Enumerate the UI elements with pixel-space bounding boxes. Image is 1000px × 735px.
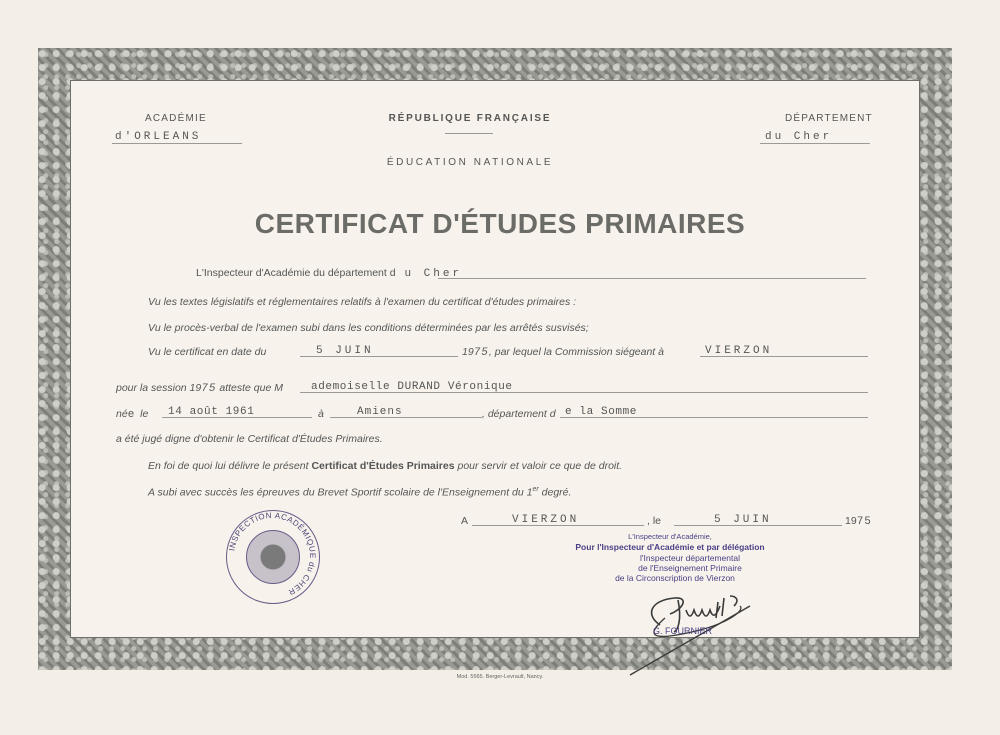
republique-underline	[445, 133, 493, 134]
vu-year-value: 75	[473, 347, 489, 359]
signature-place: VIERZON	[512, 514, 580, 526]
nee-suffix: e	[127, 409, 135, 421]
inspecteur-label: L'Inspecteur d'Académie du département d	[196, 267, 396, 279]
inspecteur-line	[196, 267, 462, 280]
vu-commission: , par lequel la Commission siégeant à	[488, 346, 664, 358]
a-label: A	[461, 515, 469, 527]
stamp-line-5: de la Circonscription de Vierzon	[615, 573, 735, 583]
stamp-line-1: L'Inspecteur d'Académie,	[628, 532, 712, 541]
nee-prefix: né	[116, 408, 128, 420]
vu-year-prefix: 19	[462, 346, 474, 358]
brevet-text: A subi avec succès les épreuves du Brevet Sportif scolaire de l'Enseignement du 1	[148, 486, 533, 499]
signatory-name: G. FOURNIER	[653, 626, 713, 636]
en-foi-bold: Certificat d'Études Primaires	[311, 460, 455, 472]
birth-date-underline	[162, 417, 312, 418]
en-foi-line	[148, 460, 622, 472]
signature-date: 5 JUIN	[714, 514, 772, 526]
departement-value: du Cher	[765, 131, 833, 143]
seal-text	[222, 506, 322, 606]
session-year: 75	[201, 383, 217, 395]
stamp-line-3: l'Inspecteur départemental	[640, 553, 740, 563]
vu-certificat-date: 5 JUIN	[316, 345, 374, 357]
nee-le: le	[140, 408, 149, 420]
signature-date-underline	[674, 525, 842, 526]
vu-date-underline	[300, 356, 458, 357]
candidate-name: ademoiselle DURAND Véronique	[311, 381, 513, 393]
vu-place: VIERZON	[705, 345, 773, 357]
vu-place-underline	[700, 356, 868, 357]
signature-year-prefix: 19	[845, 515, 857, 527]
departement-line	[760, 143, 870, 144]
signature-place-underline	[472, 525, 644, 526]
signature-year-value: 75	[856, 516, 872, 528]
en-foi-c: pour servir et valoir ce que de droit.	[454, 460, 623, 472]
name-underline	[300, 392, 868, 393]
stamp-line-4: de l'Enseignement Primaire	[638, 563, 742, 573]
brevet-line	[148, 486, 571, 499]
juge-digne: a été jugé digne d'obtenir le Certificat d'Études Primaires.	[116, 433, 383, 445]
signature-year	[845, 515, 872, 528]
departement-label: DÉPARTEMENT	[785, 113, 873, 124]
inspecteur-underline	[438, 278, 866, 279]
vu-certificat-label: Vu le certificat en date du	[148, 346, 267, 358]
birth-date: 14 août 1961	[168, 406, 255, 418]
education-nationale: ÉDUCATION NATIONALE	[386, 157, 554, 168]
vu-proces-verbal: Vu le procès-verbal de l'examen subi dans les conditions déterminées par les arrêtés susvisés;	[148, 322, 589, 334]
academie-line	[112, 143, 242, 144]
le-label: , le	[647, 515, 662, 527]
en-foi-a: En foi de quoi lui délivre le présent	[148, 460, 312, 472]
academie-value: d'ORLEANS	[115, 131, 202, 143]
vu-textes: Vu les textes législatifs et réglementaires relatifs à l'examen du certificat d'études primaires :	[148, 296, 577, 308]
printer-footer: Mod. 5565. Berger-Levrault, Nancy.	[456, 674, 544, 680]
birth-departement-value: e la Somme	[565, 406, 638, 418]
birth-place: Amiens	[357, 406, 403, 418]
birth-departement-label: , département d	[482, 408, 556, 420]
seal-text-path: INSPECTION ACADÉMIQUE du CHER	[227, 510, 318, 597]
brevet-end: degré.	[538, 486, 572, 499]
stamp-line-2: Pour l'Inspecteur d'Académie et par délégation	[575, 542, 765, 552]
session-atteste: atteste que M	[216, 382, 283, 394]
republique-francaise: RÉPUBLIQUE FRANÇAISE	[388, 113, 552, 124]
session-line	[116, 382, 283, 395]
vu-year	[462, 346, 664, 359]
birth-place-underline	[330, 417, 482, 418]
session-label: pour la session 19	[116, 382, 202, 394]
inspecteur-value: u Cher	[404, 268, 463, 280]
svg-text:INSPECTION ACADÉMIQUE du CHER	[227, 511, 317, 597]
brevet-sup: er	[532, 486, 539, 493]
certificate-title: CERTIFICAT D'ÉTUDES PRIMAIRES	[254, 208, 746, 239]
academie-label: ACADÉMIE	[145, 113, 207, 124]
birth-a: à	[318, 408, 324, 420]
nee-label	[116, 408, 148, 421]
birth-dep-underline	[560, 417, 868, 418]
